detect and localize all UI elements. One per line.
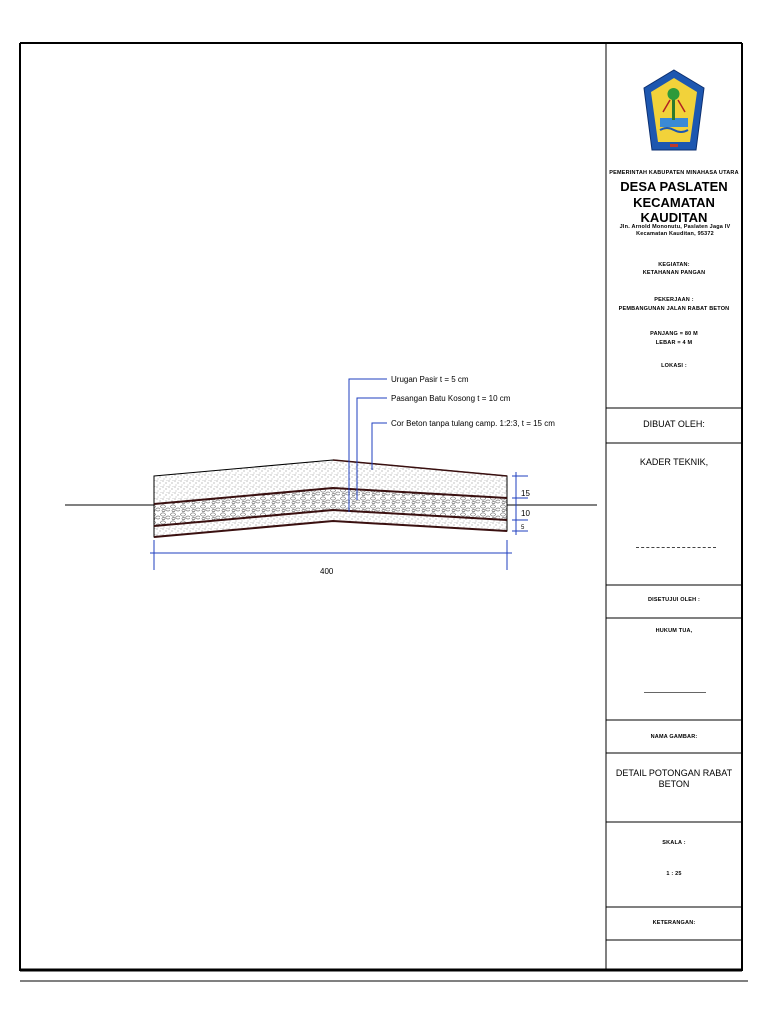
- regency-emblem: [644, 70, 704, 150]
- village-name: DESA PASLATEN: [620, 179, 728, 194]
- dim-10-label: 10: [521, 509, 530, 518]
- pekerjaan-value: PEMBANGUNAN JALAN RABAT BETON: [618, 306, 730, 312]
- lokasi-label: LOKASI :: [661, 363, 687, 369]
- skala-value: 1 : 25: [666, 871, 682, 877]
- nama-gambar-label: NAMA GAMBAR:: [650, 734, 698, 740]
- dibuat-value: KADER TEKNIK,: [639, 457, 709, 467]
- panjang-value: PANJANG = 80 M: [650, 331, 698, 337]
- dibuat-signature-line: [636, 547, 716, 548]
- address: Jln. Arnold Mononutu, Paslaten Jaga IV Kecamatan Kauditan, 95372: [619, 224, 731, 237]
- dim-15-label: 15: [521, 489, 530, 498]
- lebar-value: LEBAR = 4 M: [655, 340, 693, 346]
- disetujui-signature-line: [644, 692, 706, 693]
- keterangan-label: KETERANGAN:: [652, 920, 696, 926]
- label-concrete: Cor Beton tanpa tulang camp. 1:2:3, t = 15 cm: [391, 419, 555, 428]
- label-stone: Pasangan Batu Kosong t = 10 cm: [391, 394, 511, 403]
- dim-width-label: 400: [320, 567, 334, 576]
- dibuat-label: DIBUAT OLEH:: [643, 419, 705, 429]
- road-section: [154, 460, 507, 537]
- nama-gambar-value: DETAIL POTONGAN RABAT BETON: [615, 768, 733, 789]
- kegiatan-label: KEGIATAN:: [658, 262, 690, 268]
- dim-5-label: 5: [521, 525, 525, 531]
- kegiatan-value: KETAHANAN PANGAN: [642, 270, 706, 276]
- pekerjaan-label: PEKERJAAN :: [654, 297, 694, 303]
- gov-name: PEMERINTAH KABUPATEN MINAHASA UTARA: [609, 170, 739, 176]
- disetujui-label: DISETUJUI OLEH :: [647, 597, 701, 603]
- district-name: KECAMATAN KAUDITAN: [633, 195, 715, 225]
- disetujui-value: HUKUM TUA,: [655, 628, 693, 634]
- skala-label: SKALA :: [662, 840, 686, 846]
- label-sand: Urugan Pasir t = 5 cm: [391, 375, 469, 384]
